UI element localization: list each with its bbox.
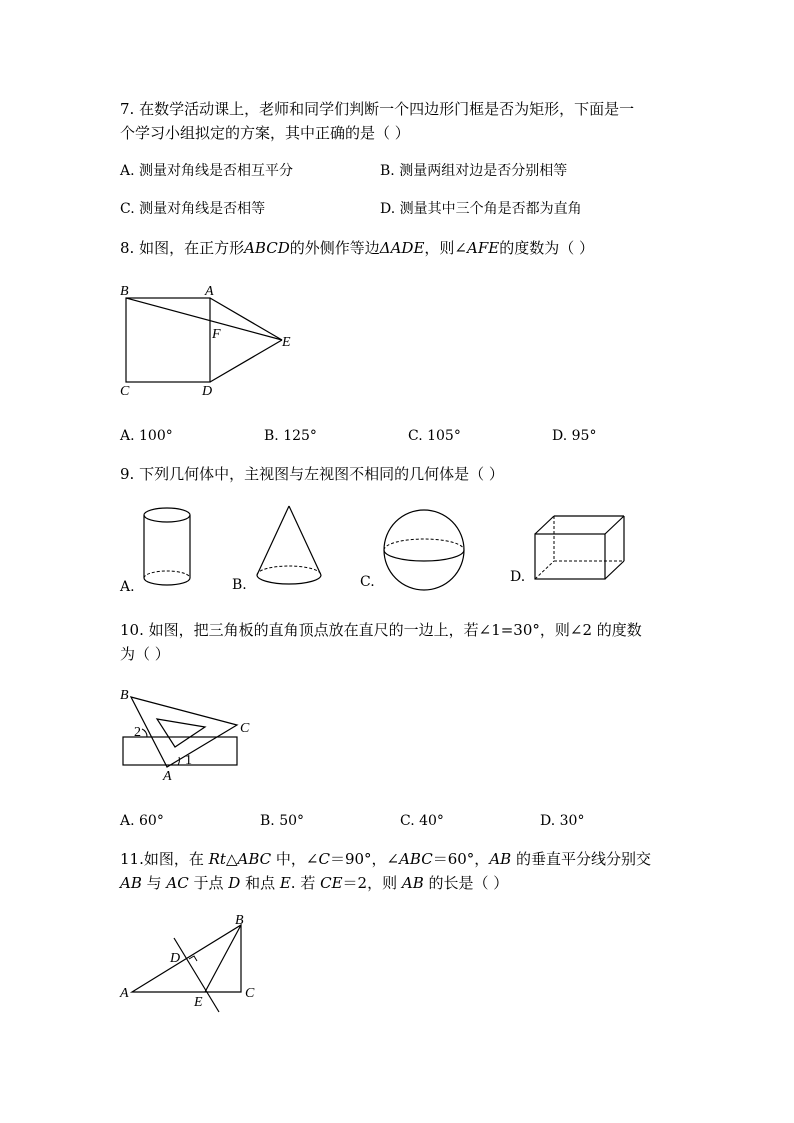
q11-ab-1: AB [489,850,512,868]
q8-stem-mid2: ，则 [424,239,455,257]
q8-label-a: A [205,284,214,299]
q11-e: E [279,874,291,892]
q8-stem-mid: 的外侧作等边 [289,239,380,257]
q11-label-d: D [170,951,181,966]
q7-stem-line1: 7. 在数学活动课上，老师和同学们判断一个四边形门框是否为矩形，下面是一 [120,100,635,118]
q11-stem-line2 [120,872,508,894]
q11-c: C [318,850,330,868]
q9-option-b: B. [232,577,247,593]
cuboid-figure [530,512,640,592]
q10-label-c: C [240,721,250,736]
q11-ce: CE [320,874,343,892]
q8-square-name: ABCD [244,239,290,257]
q11-rt: Rt [208,850,226,868]
q8-angle-name: ∠AFE [454,239,500,257]
q11-label-b: B [235,913,244,928]
q7-stem-line2: 个学习小组拟定的方案，其中正确的是（ ） [120,124,410,142]
q8-label-d: D [202,384,213,399]
q10-stem-line1: 10. 如图，把三角板的直角顶点放在直尺的一边上，若∠1=30°，则∠2 的度数 [120,621,642,639]
q11-label-c: C [245,986,255,1001]
q11-ab-3: AB [401,874,424,892]
q10-label-angle1: 1 [185,753,192,768]
q8-option-b: B. 125° [264,428,317,444]
q10-option-d: D. 30° [540,813,585,829]
q8-label-b: B [120,284,129,299]
q8-label-f: F [212,327,221,342]
q8-stem-suffix: 的度数为（ ） [499,239,594,257]
q11-label-e: E [194,995,203,1010]
q10-label-b: B [120,688,129,703]
q11-d: D [228,874,241,892]
q8-option-a: A. 100° [120,428,173,444]
q9-option-a: A. [120,579,135,595]
q8-stem [120,237,594,259]
q8-option-c: C. 105° [408,428,461,444]
q11-triangle: △ABC [225,850,272,868]
q9-stem: 9. 下列几何体中，主视图与左视图不相同的几何体是（ ） [120,465,504,483]
cone-figure [252,503,332,593]
q11-triangle-figure [115,912,285,1022]
q11-text-8: 和点 [240,874,280,892]
sphere-figure [380,507,470,597]
q10-label-angle2: 2 [134,725,141,740]
q10-stem-line2: 为（ ） [120,645,170,663]
q9-option-d: D. [510,569,526,585]
q9-option-c: C. [360,574,375,590]
q8-label-e: E [282,335,291,350]
q11-text-5: 的垂直平分线分别交 [511,850,651,868]
q7-option-d: D. 测量其中三个角是否都为直角 [380,201,582,217]
q11-text-1: 11.如图，在 [120,850,209,868]
q11-ac: AC [166,874,189,892]
q11-text-3: ＝90°，∠ [329,850,400,868]
q10-label-a: A [163,769,172,784]
q11-text-2: 中，∠ [271,850,319,868]
q8-label-c: C [120,384,130,399]
q11-text-4: ＝60°， [432,850,490,868]
q8-square-figure [110,280,310,410]
q8-option-d: D. 95° [552,428,597,444]
q7-option-b: B. 测量两组对边是否分别相等 [380,163,568,179]
q11-text-10: ＝2，则 [342,874,402,892]
q11-ab-2: AB [120,874,142,892]
q10-option-b: B. 50° [260,813,305,829]
q11-text-7: 于点 [188,874,229,892]
q11-text-11: 的长是（ ） [423,874,509,892]
q10-ruler-triangle-figure [115,685,265,785]
q11-text-9: . 若 [290,874,321,892]
q10-option-a: A. 60° [120,813,164,829]
q11-label-a: A [120,986,129,1001]
q8-stem-prefix: 8. 如图，在正方形 [120,239,245,257]
q10-option-c: C. 40° [400,813,444,829]
q11-abc: ABC [399,850,433,868]
q8-triangle-name: ΔADE [379,239,425,257]
q11-text-6: 与 [141,874,167,892]
q7-option-a: A. 测量对角线是否相互平分 [120,163,294,179]
q7-option-c: C. 测量对角线是否相等 [120,201,266,217]
cylinder-figure [135,500,205,590]
q11-stem-line1 [120,848,651,870]
